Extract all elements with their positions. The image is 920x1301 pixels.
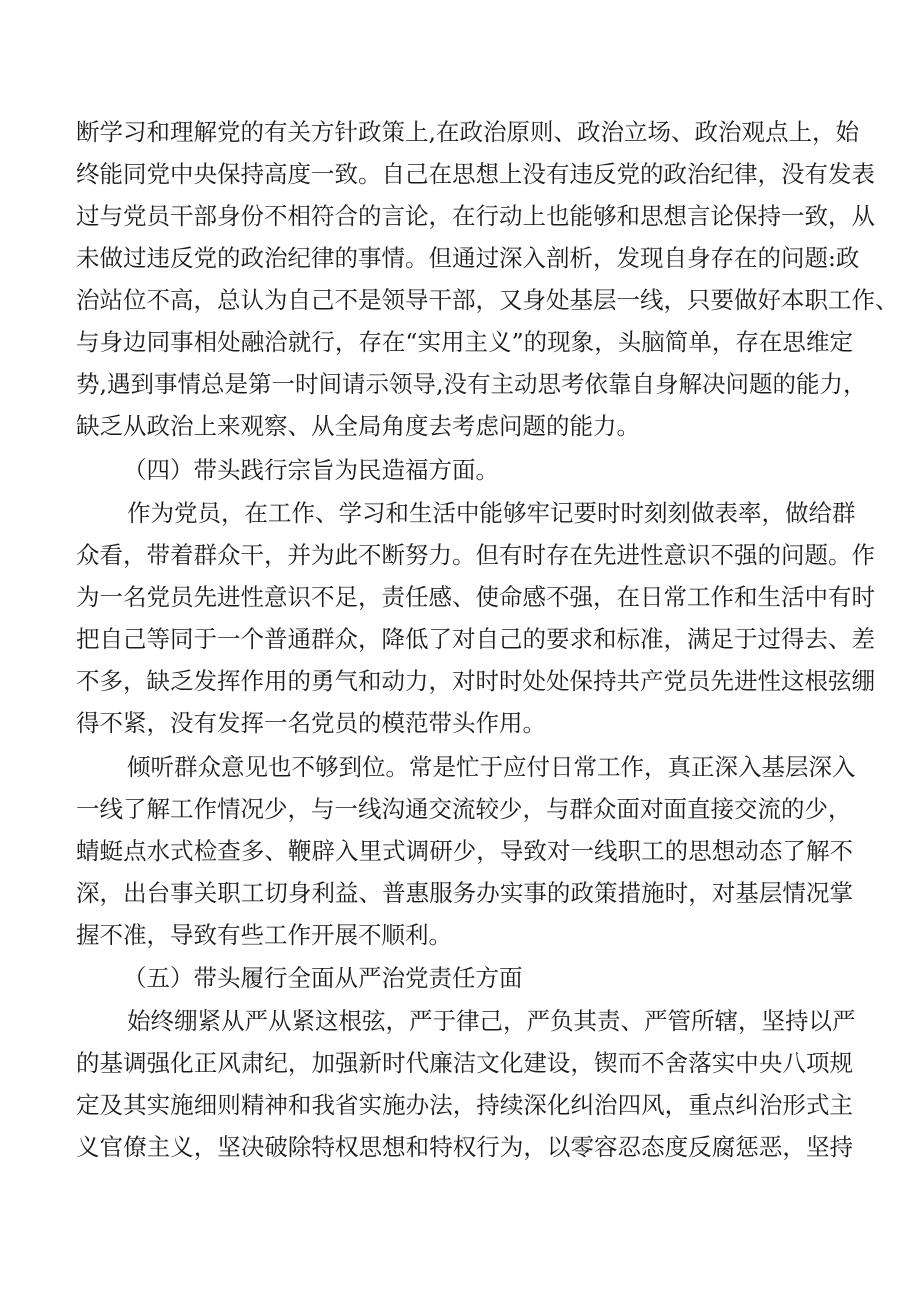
paragraph-1-line-2: 终能同党中央保持高度一致。自己在思想上没有违反党的政治纪律，没有发表 [76,160,875,188]
paragraph-1-line-1: 断学习和理解党的有关方针政策上,在政治原则、政治立场、政治观点上，始 [76,118,859,146]
paragraph-3-line-3: 蜻蜓点水式检查多、鞭辟入里式调研少，导致对一线职工的思想动态了解不 [76,837,853,865]
paragraph-2-line-6: 得不紧，没有发挥一名党员的模范带头作用。 [76,709,546,737]
paragraph-1-line-4: 未做过违反党的政治纪律的事情。但通过深入剖析，发现自身存在的问题:政 [76,244,860,272]
paragraph-2-line-3: 为一名党员先进性意识不足，责任感、使命感不强，在日常工作和生活中有时 [76,583,875,611]
paragraph-2-line-1: 作为党员，在工作、学习和生活中能够牢记要时时刻刻做表率，做给群 [127,499,856,527]
section-heading-4: （四）带头践行宗旨为民造福方面。 [123,456,499,484]
paragraph-2-line-4: 把自己等同于一个普通群众，降低了对自己的要求和标准，满足于过得去、差 [76,625,875,653]
paragraph-3-line-1: 倾听群众意见也不够到位。常是忙于应付日常工作，真正深入基层深入 [127,753,856,781]
paragraph-2-line-2: 众看，带着群众干，并为此不断努力。但有时存在先进性意识不强的问题。作 [76,541,875,569]
paragraph-1-line-5: 治站位不高，总认为自己不是领导干部，又身处基层一线，只要做好本职工作、 [76,286,899,314]
paragraph-3-line-2: 一线了解工作情况少，与一线沟通交流较少，与群众面对面直接交流的少， [76,795,852,823]
paragraph-1-line-3: 过与党员干部身份不相符合的言论，在行动上也能够和思想言论保持一致，从 [76,202,875,230]
paragraph-2-line-5: 不多，缺乏发挥作用的勇气和动力，对时时处处保持共产党员先进性这根弦绷 [76,667,875,695]
paragraph-3-line-4: 深，出台事关职工切身利益、普惠服务办实事的政策措施时，对基层情况掌 [76,879,853,907]
paragraph-4-line-2: 的基调强化正风肃纪，加强新时代廉洁文化建设，锲而不舍落实中央八项规 [76,1049,853,1077]
paragraph-3-line-5: 握不准，导致有些工作开展不顺利。 [76,921,452,949]
section-heading-5: （五）带头履行全面从严治党责任方面 [123,964,523,992]
paragraph-1-line-7: 势,遇到事情总是第一时间请示领导,没有主动思考依靠自身解决问题的能力， [76,370,867,398]
paragraph-1-line-8: 缺乏从政治上来观察、从全局角度去考虑问题的能力。 [76,412,640,440]
paragraph-4-line-4: 义官僚主义，坚决破除特权思想和特权行为，以零容忍态度反腐惩恶，坚持 [76,1133,853,1161]
paragraph-4-line-3: 定及其实施细则精神和我省实施办法，持续深化纠治四风，重点纠治形式主 [76,1091,853,1119]
paragraph-4-line-1: 始终绷紧从严从紧这根弦，严于律己，严负其责、严管所辖，坚持以严 [127,1007,856,1035]
paragraph-1-line-6: 与身边同事相处融洽就行，存在“实用主义”的现象，头脑简单，存在思维定 [76,328,853,356]
